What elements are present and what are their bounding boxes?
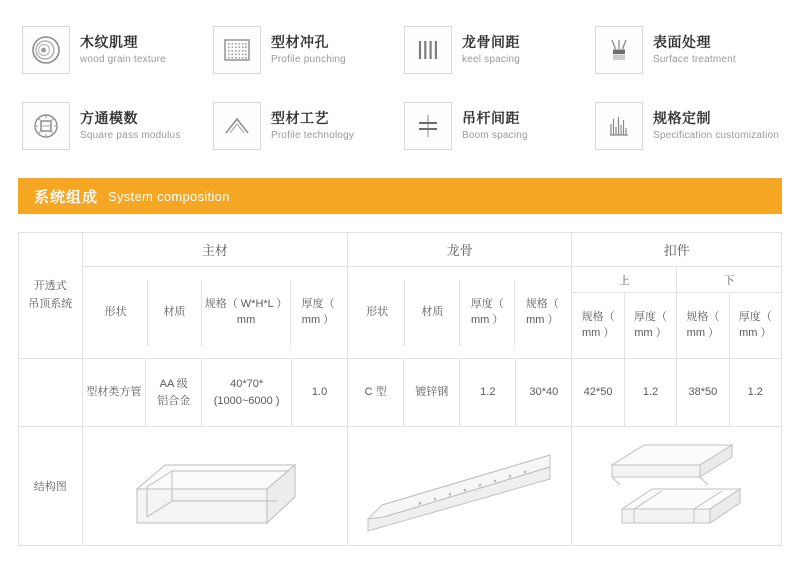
col-fastener-upper-spec: 规格（ mm ） (572, 293, 624, 359)
feature-item-profile-technology (209, 88, 400, 164)
spec-table (18, 232, 782, 546)
feature-text (653, 34, 736, 67)
feature-title-en: Boom spacing (462, 130, 528, 141)
main-material-subheaders (82, 267, 348, 359)
figure-main-material (82, 427, 348, 546)
wood-grain-icon (22, 26, 70, 74)
table-figure-row (19, 427, 782, 546)
feature-title-cn: 型材冲孔 (271, 33, 329, 50)
spec-table-wrapper (18, 232, 782, 546)
col-main-spec: 规格（ W*H*L ）mm (202, 280, 291, 346)
feature-title-en: Square pass modulus (80, 130, 181, 141)
cell-main-thickness: 1.0 (292, 359, 348, 427)
feature-text (271, 110, 354, 143)
fastener-lower-header: 下 (677, 267, 782, 293)
system-row-label-line2: 吊顶系统 (28, 297, 73, 310)
feature-title-cn: 型材工艺 (271, 109, 329, 126)
fastener-diagram (582, 431, 772, 541)
cell-main-material-line1: AA 级 (159, 378, 188, 390)
table-header-sub-row (19, 267, 782, 293)
feature-title-cn: 木纹肌理 (80, 33, 138, 50)
section-title-cn: 系统组成 (34, 188, 99, 206)
table-data-row (19, 359, 782, 427)
figure-fastener (572, 427, 782, 546)
cell-keel-thickness: 1.2 (460, 359, 516, 427)
feature-grid (0, 0, 800, 164)
col-keel-spec: 规格（ mm ） (525, 297, 559, 326)
feature-item-boom-spacing (400, 88, 591, 164)
cell-fastener-upper-spec: 42*50 (572, 359, 624, 427)
figure-keel (348, 427, 572, 546)
feature-title-cn: 表面处理 (653, 33, 711, 50)
surface-treatment-icon (595, 26, 643, 74)
fastener-upper-header: 上 (572, 267, 677, 293)
feature-text (653, 110, 779, 143)
section-title-bar (18, 178, 782, 214)
feature-item-wood-grain (18, 12, 209, 88)
cell-main-material (146, 359, 202, 427)
keel-subheaders (348, 267, 572, 359)
boom-spacing-icon (404, 102, 452, 150)
feature-title-cn: 方通模数 (80, 109, 138, 126)
feature-item-specification-customization (591, 88, 782, 164)
col-main-thickness: 厚度（ mm ） (301, 297, 335, 326)
col-keel-material: 材质 (405, 280, 460, 346)
feature-item-surface-treatment (591, 12, 782, 88)
figure-row-label: 结构图 (19, 427, 83, 546)
keel-diagram (360, 431, 560, 541)
cell-fastener-lower-spec: 38*50 (677, 359, 729, 427)
feature-title-cn: 规格定制 (653, 109, 711, 126)
feature-title-en: wood grain texture (80, 54, 166, 65)
col-keel-thickness: 厚度（ mm ） (460, 280, 515, 346)
cell-main-spec-line1: 40*70* (230, 378, 264, 390)
cell-keel-spec: 30*40 (516, 359, 572, 427)
cell-empty-rowlabel (19, 359, 83, 427)
col-keel-shape: 形状 (350, 280, 405, 346)
main-material-diagram (117, 431, 312, 541)
cell-main-shape: 型材类方管 (82, 359, 146, 427)
cell-main-spec-line2: (1000~6000 ) (213, 394, 280, 407)
feature-text (462, 34, 520, 67)
feature-text (80, 110, 181, 143)
table-header-group-row (19, 233, 782, 267)
feature-item-profile-punching (209, 12, 400, 88)
cell-main-material-line2: 铝合金 (157, 394, 191, 407)
feature-title-cn: 吊杆间距 (462, 109, 520, 126)
group-header-fastener: 扣件 (572, 233, 782, 267)
keel-spacing-icon (404, 26, 452, 74)
col-main-shape: 形状 (85, 280, 148, 346)
feature-item-keel-spacing (400, 12, 591, 88)
feature-text (462, 110, 528, 143)
cell-fastener-lower-thickness: 1.2 (729, 359, 781, 427)
col-fastener-lower-spec: 规格（ mm ） (677, 293, 729, 359)
feature-title-en: Profile technology (271, 130, 355, 141)
section-title-en: System composition (108, 188, 230, 204)
cell-keel-shape: C 型 (348, 359, 404, 427)
square-pass-modulus-icon (22, 102, 70, 150)
feature-title-en: Profile punching (271, 54, 346, 65)
feature-title-en: Surface treatment (653, 54, 736, 65)
cell-fastener-upper-thickness: 1.2 (624, 359, 676, 427)
feature-text (271, 34, 346, 67)
col-fastener-lower-thickness: 厚度（ mm ） (729, 293, 781, 359)
specification-customization-icon (595, 102, 643, 150)
feature-title-en: keel spacing (462, 54, 520, 65)
col-main-material: 材质 (147, 280, 202, 346)
feature-text (80, 34, 166, 67)
feature-title-en: Specification customization (653, 130, 780, 141)
system-row-label (19, 233, 83, 359)
profile-technology-icon (213, 102, 261, 150)
col-fastener-upper-thickness: 厚度（ mm ） (624, 293, 676, 359)
group-header-keel: 龙骨 (348, 233, 572, 267)
system-row-label-line1: 开透式 (33, 279, 67, 292)
cell-keel-material: 镀锌钢 (404, 359, 460, 427)
profile-punching-icon (213, 26, 261, 74)
feature-title-cn: 龙骨间距 (462, 33, 520, 50)
cell-main-spec (202, 359, 292, 427)
feature-item-square-pass-modulus (18, 88, 209, 164)
group-header-main-material: 主材 (82, 233, 348, 267)
